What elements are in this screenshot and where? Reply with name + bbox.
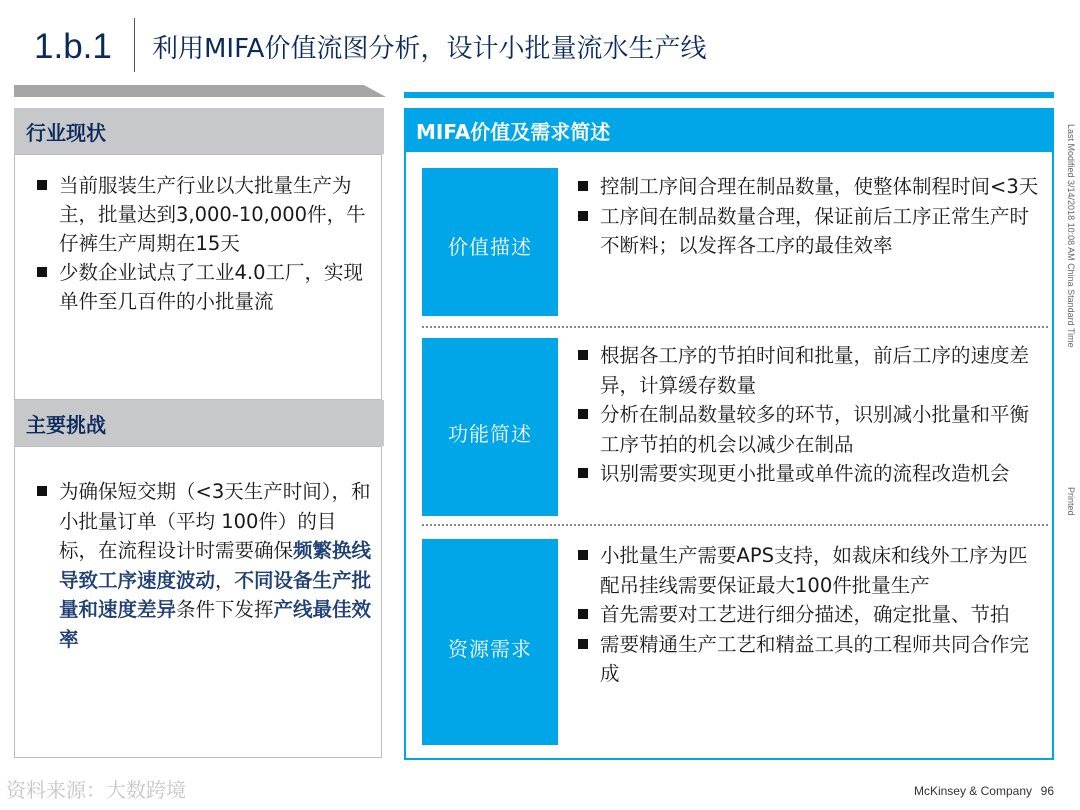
mifa-panel-header bbox=[404, 108, 1054, 152]
value-description-label-text: 价值描述 bbox=[448, 235, 532, 259]
function-bullet: 根据各工序的节拍时间和批量，前后工序的速度差异，计算缓存数量 bbox=[578, 341, 1044, 400]
value-bullet: 控制工序间合理在制品数量，使整体制程时间<3天 bbox=[578, 172, 1044, 202]
function-summary-label bbox=[422, 338, 558, 516]
footer-company: McKinsey & Company bbox=[913, 784, 1032, 798]
main-challenge-box bbox=[14, 446, 382, 758]
function-bullet-list bbox=[578, 341, 1044, 489]
resource-bullet: 需要精通生产工艺和精益工具的工程师共同合作完成 bbox=[578, 630, 1044, 689]
value-bullet-list bbox=[578, 172, 1044, 261]
function-summary-label-text: 功能简述 bbox=[448, 422, 532, 446]
slide-title: 利用MIFA价值流图分析，设计小批量流水生产线 bbox=[152, 34, 707, 64]
value-description-label bbox=[422, 168, 558, 316]
section-divider bbox=[422, 524, 1048, 526]
challenge-bullet bbox=[37, 477, 373, 654]
industry-bullet: 少数企业试点了工业4.0工厂，实现单件至几百件的小批量流 bbox=[37, 258, 373, 316]
resource-requirement-label-text: 资源需求 bbox=[448, 637, 532, 661]
main-challenge-title: 主要挑战 bbox=[26, 413, 106, 437]
last-modified-label: Last Modified 3/14/2018 10:08 AM China Standard Time bbox=[1066, 124, 1076, 348]
challenge-text: 条件下发挥 bbox=[176, 598, 274, 621]
challenge-bullet-list bbox=[37, 477, 373, 654]
challenge-highlight: 产线最佳效率 bbox=[59, 598, 372, 651]
value-bullet: 工序间在制品数量合理，保证前后工序正常生产时不断料；以发挥各工序的最佳效率 bbox=[578, 202, 1044, 261]
resource-requirement-label bbox=[422, 539, 558, 745]
section-arrow-bar bbox=[14, 85, 386, 97]
industry-status-title: 行业现状 bbox=[26, 121, 106, 145]
function-bullet: 识别需要实现更小批量或单件流的流程改造机会 bbox=[578, 459, 1044, 489]
resource-bullet: 首先需要对工艺进行细分描述，确定批量、节拍 bbox=[578, 600, 1044, 630]
watermark: 资料来源：大数跨境 bbox=[6, 778, 186, 802]
main-challenge-header bbox=[14, 400, 384, 446]
resource-bullet-list bbox=[578, 541, 1044, 689]
slide-number: 1.b.1 bbox=[34, 27, 112, 66]
industry-status-box bbox=[14, 154, 382, 400]
industry-bullet: 当前服装生产行业以大批量生产为主，批量达到3,000-10,000件，牛仔裤生产周期在15天 bbox=[37, 171, 373, 258]
challenge-text: ， bbox=[215, 568, 235, 592]
title-divider bbox=[134, 18, 135, 72]
resource-bullet: 小批量生产需要APS支持，如裁床和线外工序为匹配吊挂线需要保证最大100件批量生产 bbox=[578, 541, 1044, 600]
industry-status-header bbox=[14, 108, 384, 154]
challenge-text: 为确保短交期（<3天生产时间），和小批量订单（平均 100件）的目标，在流程设计时需要确保 bbox=[59, 480, 371, 562]
function-bullet: 分析在制品数量较多的环节，识别减小批量和平衡工序节拍的机会以减少在制品 bbox=[578, 400, 1044, 459]
industry-bullet-list bbox=[37, 171, 373, 316]
challenge-highlight: 不同设备生产批量和速度差异 bbox=[59, 568, 372, 621]
challenge-highlight: 频繁换线导致工序速度波动 bbox=[59, 539, 372, 592]
mifa-panel-title: MIFA价值及需求简述 bbox=[416, 120, 611, 144]
right-accent-bar bbox=[404, 92, 1054, 98]
section-divider bbox=[422, 326, 1048, 328]
page-number: 96 bbox=[1040, 784, 1054, 798]
printed-label: Printed bbox=[1066, 487, 1076, 516]
